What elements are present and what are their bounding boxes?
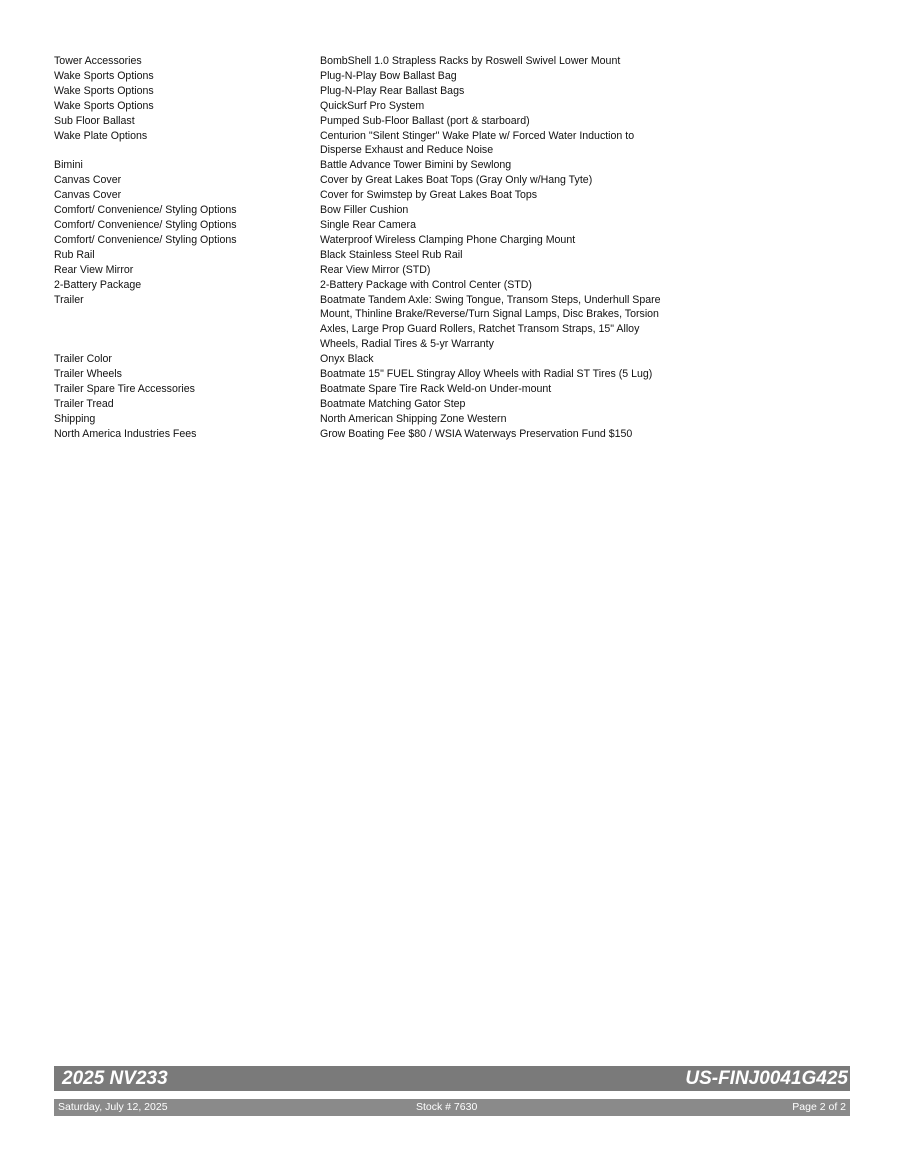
spec-label: Wake Sports Options: [54, 69, 154, 82]
spec-row: [54, 203, 734, 218]
stock-number: Stock # 7630: [416, 1101, 478, 1113]
spec-label: Wake Sports Options: [54, 84, 154, 97]
spec-row: [54, 129, 734, 159]
spec-label: Trailer Wheels: [54, 368, 122, 381]
spec-value: Waterproof Wireless Clamping Phone Charging Mount: [320, 233, 576, 246]
spec-value: Boatmate Matching Gator Step: [320, 397, 466, 410]
spec-value: Boatmate 15" FUEL Stingray Alloy Wheels with Radial ST Tires (5 Lug): [320, 368, 653, 381]
spec-value: Boatmate Tandem Axle: Swing Tongue, Transom Steps, Underhull Spare Mount, Thinline Brake/Reverse/Turn Signal Lamps, Disc Brakes, Torsion Axles, Large Prop Guard Rollers, Ratchet Transom Straps, 15" Alloy Wheels, Radial Tires & 5-yr Warranty: [320, 293, 661, 351]
spec-row: [54, 69, 734, 84]
print-date: Saturday, July 12, 2025: [58, 1101, 168, 1113]
spec-row: [54, 352, 734, 367]
spec-label: North America Industries Fees: [54, 427, 197, 440]
spec-row: [54, 99, 734, 114]
spec-label: Wake Plate Options: [54, 129, 148, 142]
spec-value: Single Rear Camera: [320, 218, 416, 231]
spec-row: [54, 173, 734, 188]
spec-label: Rub Rail: [54, 248, 95, 261]
footer-title-bar: [54, 1066, 850, 1091]
spec-value: Plug-N-Play Rear Ballast Bags: [320, 84, 465, 97]
spec-row: [54, 84, 734, 99]
hull-id: US-FINJ0041G425: [685, 1067, 848, 1089]
spec-label: 2-Battery Package: [54, 278, 142, 291]
footer-meta-bar: [54, 1099, 850, 1116]
spec-row: [54, 54, 734, 69]
spec-value: BombShell 1.0 Strapless Racks by Roswell Swivel Lower Mount: [320, 55, 621, 67]
spec-value: Pumped Sub-Floor Ballast (port & starboard): [320, 114, 530, 127]
spec-value: Cover for Swimstep by Great Lakes Boat Tops: [320, 189, 538, 202]
spec-value: Grow Boating Fee $80 / WSIA Waterways Preservation Fund $150: [320, 427, 633, 440]
spec-row: [54, 397, 734, 412]
spec-row: [54, 367, 734, 382]
spec-label: Comfort/ Convenience/ Styling Options: [54, 204, 237, 217]
spec-row: [54, 278, 734, 293]
spec-row: [54, 412, 734, 427]
spec-label: Tower Accessories: [54, 55, 142, 67]
spec-value: Cover by Great Lakes Boat Tops (Gray Only w/Hang Tyte): [320, 174, 593, 187]
spec-row: [54, 293, 734, 353]
spec-label: Comfort/ Convenience/ Styling Options: [54, 218, 237, 231]
spec-row: [54, 248, 734, 263]
spec-list: [54, 54, 734, 442]
spec-row: [54, 158, 734, 173]
page-number: Page 2 of 2: [792, 1101, 846, 1113]
spec-row: [54, 382, 734, 397]
spec-value: Onyx Black: [320, 353, 374, 366]
spec-label: Trailer Spare Tire Accessories: [54, 382, 195, 395]
spec-value: Centurion "Silent Stinger" Wake Plate w/ Forced Water Induction to Disperse Exhaust and Reduce Noise: [320, 129, 635, 157]
spec-value: Bow Filler Cushion: [320, 204, 409, 217]
spec-label: Sub Floor Ballast: [54, 114, 135, 127]
spec-value: QuickSurf Pro System: [320, 99, 425, 112]
spec-value: Black Stainless Steel Rub Rail: [320, 248, 463, 261]
spec-label: Trailer Tread: [54, 397, 114, 410]
spec-label: Trailer: [54, 293, 84, 306]
spec-row: [54, 263, 734, 278]
spec-value: Rear View Mirror (STD): [320, 263, 431, 276]
spec-label: Comfort/ Convenience/ Styling Options: [54, 233, 237, 246]
spec-value: Battle Advance Tower Bimini by Sewlong: [320, 159, 512, 172]
spec-label: Bimini: [54, 159, 83, 172]
spec-row: [54, 114, 734, 129]
spec-label: Wake Sports Options: [54, 99, 154, 112]
spec-label: Shipping: [54, 412, 96, 425]
spec-row: [54, 188, 734, 203]
boat-model: 2025 NV233: [62, 1067, 168, 1089]
spec-label: Rear View Mirror: [54, 263, 134, 276]
spec-row: [54, 218, 734, 233]
spec-label: Canvas Cover: [54, 174, 122, 187]
spec-value: Plug-N-Play Bow Ballast Bag: [320, 69, 457, 82]
spec-label: Trailer Color: [54, 353, 112, 366]
spec-row: [54, 233, 734, 248]
spec-value: North American Shipping Zone Western: [320, 412, 507, 425]
spec-row: [54, 427, 734, 442]
spec-label: Canvas Cover: [54, 189, 122, 202]
spec-value: Boatmate Spare Tire Rack Weld-on Under-mount: [320, 382, 552, 395]
spec-value: 2-Battery Package with Control Center (STD): [320, 278, 532, 291]
